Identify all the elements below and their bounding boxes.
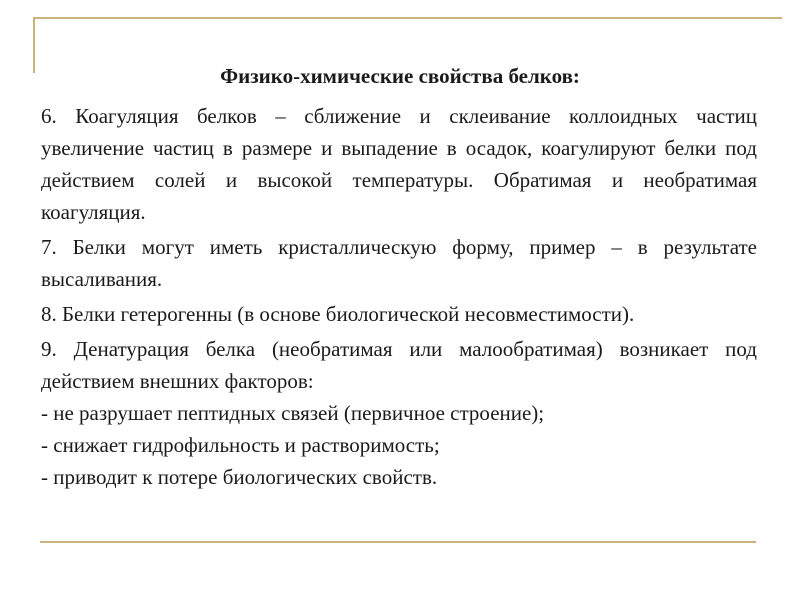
paragraph-denaturation: 9. Денатурация белка (необратимая или малообратимая) возникает под действием внешних факторов: xyxy=(41,337,757,393)
slide-title: Физико-химические свойства белков: xyxy=(220,64,580,88)
bullet-biological-properties: - приводит к потере биологических свойств. xyxy=(41,465,438,489)
paragraph-coagulation: 6. Коагуляция белков – сближение и склеивание коллоидных частиц увеличение частиц в размере и выпадение в осадок, коагулируют белки под действием солей и высокой температуры. Обратимая и необратимая коагуляция. xyxy=(41,104,757,224)
top-accent-line xyxy=(33,17,782,19)
bullet-hydrophilicity: - снижает гидрофильность и растворимость; xyxy=(41,433,440,457)
paragraph-heterogeneity: 8. Белки гетерогенны (в основе биологической несовместимости). xyxy=(41,302,635,326)
slide-body xyxy=(41,100,757,493)
bottom-accent-line xyxy=(40,541,756,543)
bullet-peptide-bonds: - не разрушает пептидных связей (первичное строение); xyxy=(41,401,545,425)
paragraph-crystalline-form: 7. Белки могут иметь кристаллическую форму, пример – в результате высаливания. xyxy=(41,235,757,291)
